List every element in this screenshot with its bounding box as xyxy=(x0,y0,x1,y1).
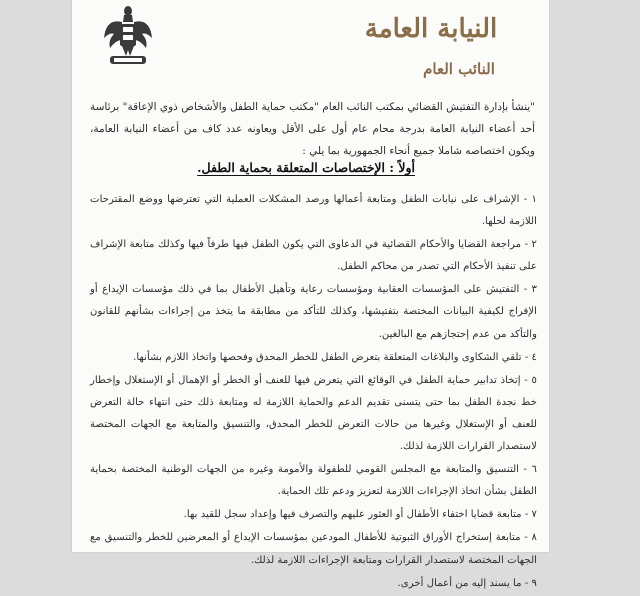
intro-paragraph: "ينشأ بإدارة التفتيش القضائي بمكتب النائب العام "مكتب حماية الطفل والأشخاص ذوي الإعاقة" برئاسة أحد أعضاء النيابة العامة بدرجة محام عام أول على الأقل ويعاونه عدد كاف من أعضاء النيابة العامة، ويكون اختصاصه شاملا جميع أنحاء الجمهورية بما يلي : xyxy=(90,101,535,157)
list-item: ٥ - إتخاذ تدابير حماية الطفل في الوقائع التي يتعرض فيها للعنف أو الخطر أو الإهمال أو الإستغلال وإخطار خط نجدة الطفل بما حتى يتسنى تقديم الدعم والحماية اللازمة له ومتابعة ذلك حتى انتهاء حالة التعرض للعنف أو الإستغلال وغيرها من حالات التعرض للخطر المحدق، والتنسيق والمتابعة مع الجهات المختصة لاستصدار القرارات اللازمة لذلك. xyxy=(90,374,537,453)
list-item: ٦ - التنسيق والمتابعة مع المجلس القومي للطفولة والأمومة وغيره من الجهات الوطنية المختصة بحماية الطفل بشأن اتخاذ الإجراءات اللازمة لتعزيز ودعم تلك الحماية. xyxy=(90,464,537,498)
organization-subtitle: النائب العام xyxy=(423,60,495,78)
eagle-emblem-icon xyxy=(102,4,154,70)
list-item: ٧ - متابعة قضايا اختفاء الأطفال أو العثور عليهم والتصرف فيها وإعداد سجل للقيد بها. xyxy=(183,509,537,521)
list-item: ٣ - التفتيش على المؤسسات العقابية ومؤسسات رعاية وتأهيل الأطفال بما في ذلك مؤسسات الإيداع أو الإفراج لكيفية البيانات المختصة بتفتيشها، وكذلك للتأكد من مطابقة ما يتخذ من إجراءات بشأنهم للقانون والتأكد من عدم إحتجازهم مع البالغين. xyxy=(90,284,537,340)
section-heading: أولاً : الإختصاصات المتعلقة بحماية الطفل. xyxy=(197,160,415,175)
organization-title: النيابة العامة xyxy=(364,14,498,44)
list-item: ٩ - ما يسند إليه من أعمال أخرى. xyxy=(397,577,537,589)
competencies-list xyxy=(90,189,537,596)
list-item: ٢ - مراجعة القضايا والأحكام القضائية في الدعاوى التي يكون الطفل فيها طرفاً فيها وكذلك متابعة الإشراف على تنفيذ الأحكام التي تصدر من محاكم الطفل. xyxy=(90,239,537,273)
document-page xyxy=(72,0,549,589)
list-item: ٨ - متابعة إستخراج الأوراق الثبوتية للأطفال المودعين بمؤسسات الإيداع أو المعرضين للخطر والتنسيق مع الجهات المختصة لاستصدار القرارات ومتابعة الإجراءات اللازمة لذلك. xyxy=(90,532,537,566)
list-item: ١ - الإشراف على نيابات الطفل ومتابعة أعمالها ورصد المشكلات العملية التي تعترضها ووضع المقترحات اللازمة لحلها. xyxy=(90,194,537,228)
list-item: ٤ - تلقي الشكاوى والبلاغات المتعلقة بتعرض الطفل للخطر المحدق وفحصها واتخاذ اللازم بشأنها. xyxy=(133,351,537,363)
